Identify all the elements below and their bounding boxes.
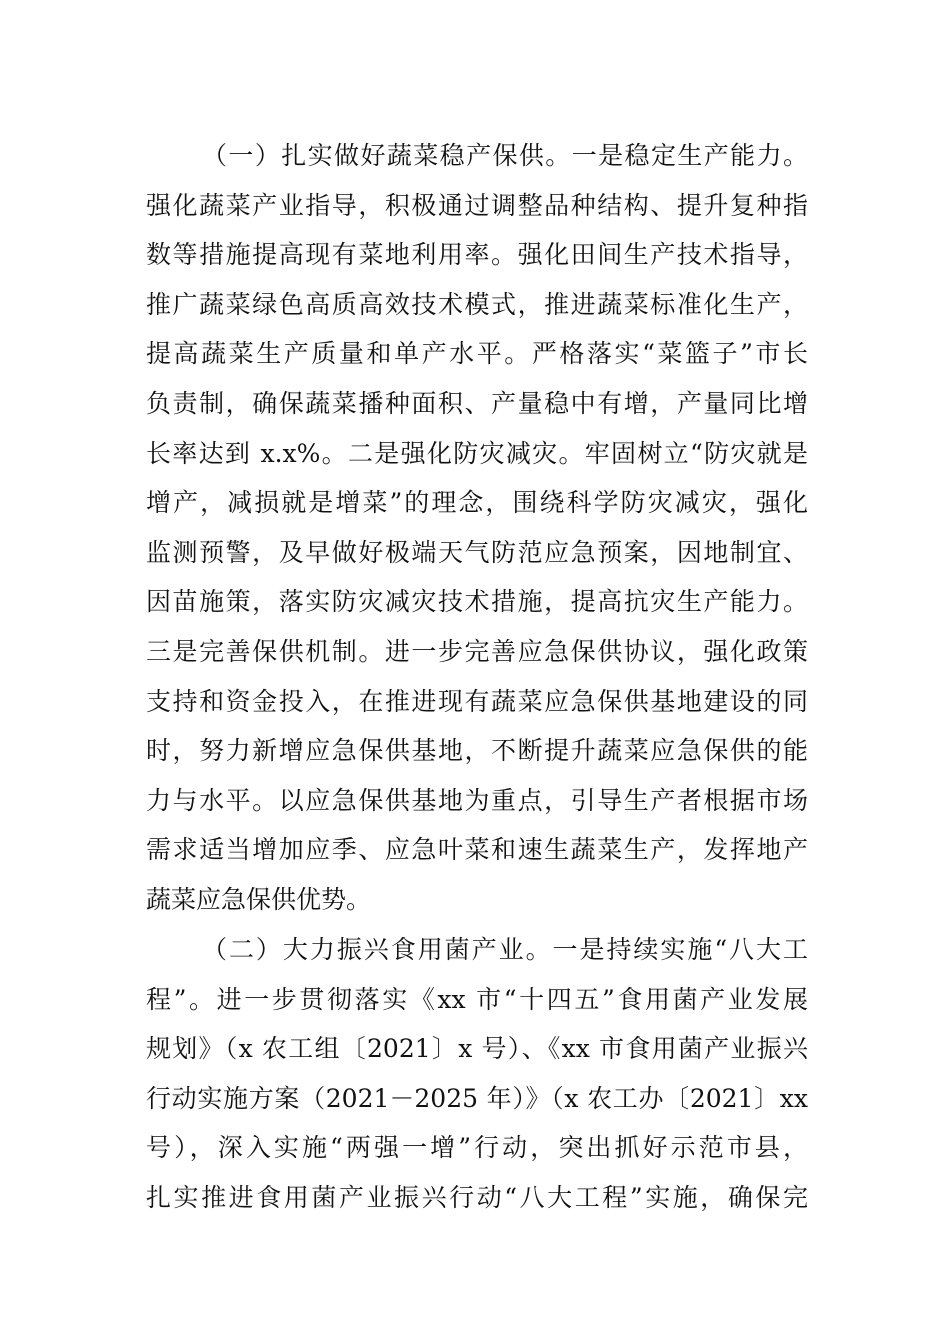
paragraph-line: 增产，减损就是增菜”的理念，围绕科学防灾减灾，强化: [146, 488, 808, 518]
paragraph-line: 监测预警，及早做好极端天气防范应急预案，因地制宜、: [146, 537, 808, 567]
paragraph-line: 支持和资金投入，在推进现有蔬菜应急保供基地建设的同: [146, 686, 808, 716]
paragraph-line: 长率达到 x.x%。二是强化防灾减灾。牢固树立“防灾就是: [146, 438, 808, 468]
paragraph-line: 提高蔬菜生产质量和单产水平。严格落实“菜篮子”市长: [146, 339, 808, 369]
paragraph-line: 负责制，确保蔬菜播种面积、产量稳中有增，产量同比增: [146, 388, 808, 418]
paragraph-line: 扎实推进食用菌产业振兴行动“八大工程”实施，确保完: [146, 1182, 808, 1212]
paragraph-line: 三是完善保供机制。进一步完善应急保供协议，强化政策: [146, 636, 808, 666]
paragraph-line: 号），深入实施“两强一增”行动，突出抓好示范市县，: [146, 1133, 808, 1163]
paragraph-line: 因苗施策，落实防灾减灾技术措施，提高抗灾生产能力。: [146, 587, 808, 617]
paragraph-line: （一）扎实做好蔬菜稳产保供。一是稳定生产能力。: [202, 141, 808, 170]
paragraph-line: 蔬菜应急保供优势。: [146, 884, 372, 914]
paragraph-line: （二）大力振兴食用菌产业。一是持续实施“八大工: [202, 935, 808, 964]
paragraph-vegetable-supply: [146, 131, 808, 925]
paragraph-line: 规划》（x 农工组〔2021〕x 号）、《xx 市食用菌产业振兴: [146, 1034, 808, 1064]
paragraph-line: 行动实施方案（2021－2025 年）》（x 农工办〔2021〕xx: [146, 1083, 808, 1113]
paragraph-line: 数等措施提高现有菜地利用率。强化田间生产技术指导，: [146, 240, 808, 270]
paragraph-line: 时，努力新增应急保供基地，不断提升蔬菜应急保供的能: [146, 736, 808, 766]
paragraph-line: 需求适当增加应季、应急叶菜和速生蔬菜生产，发挥地产: [146, 835, 808, 865]
paragraph-edible-fungi: [146, 925, 808, 1223]
paragraph-line: 程”。进一步贯彻落实《xx 市“十四五”食用菌产业发展: [146, 984, 808, 1014]
paragraph-line: 力与水平。以应急保供基地为重点，引导生产者根据市场: [146, 785, 808, 815]
paragraph-line: 推广蔬菜绿色高质高效技术模式，推进蔬菜标准化生产，: [146, 289, 808, 319]
paragraph-line: 强化蔬菜产业指导，积极通过调整品种结构、提升复种指: [146, 190, 808, 220]
